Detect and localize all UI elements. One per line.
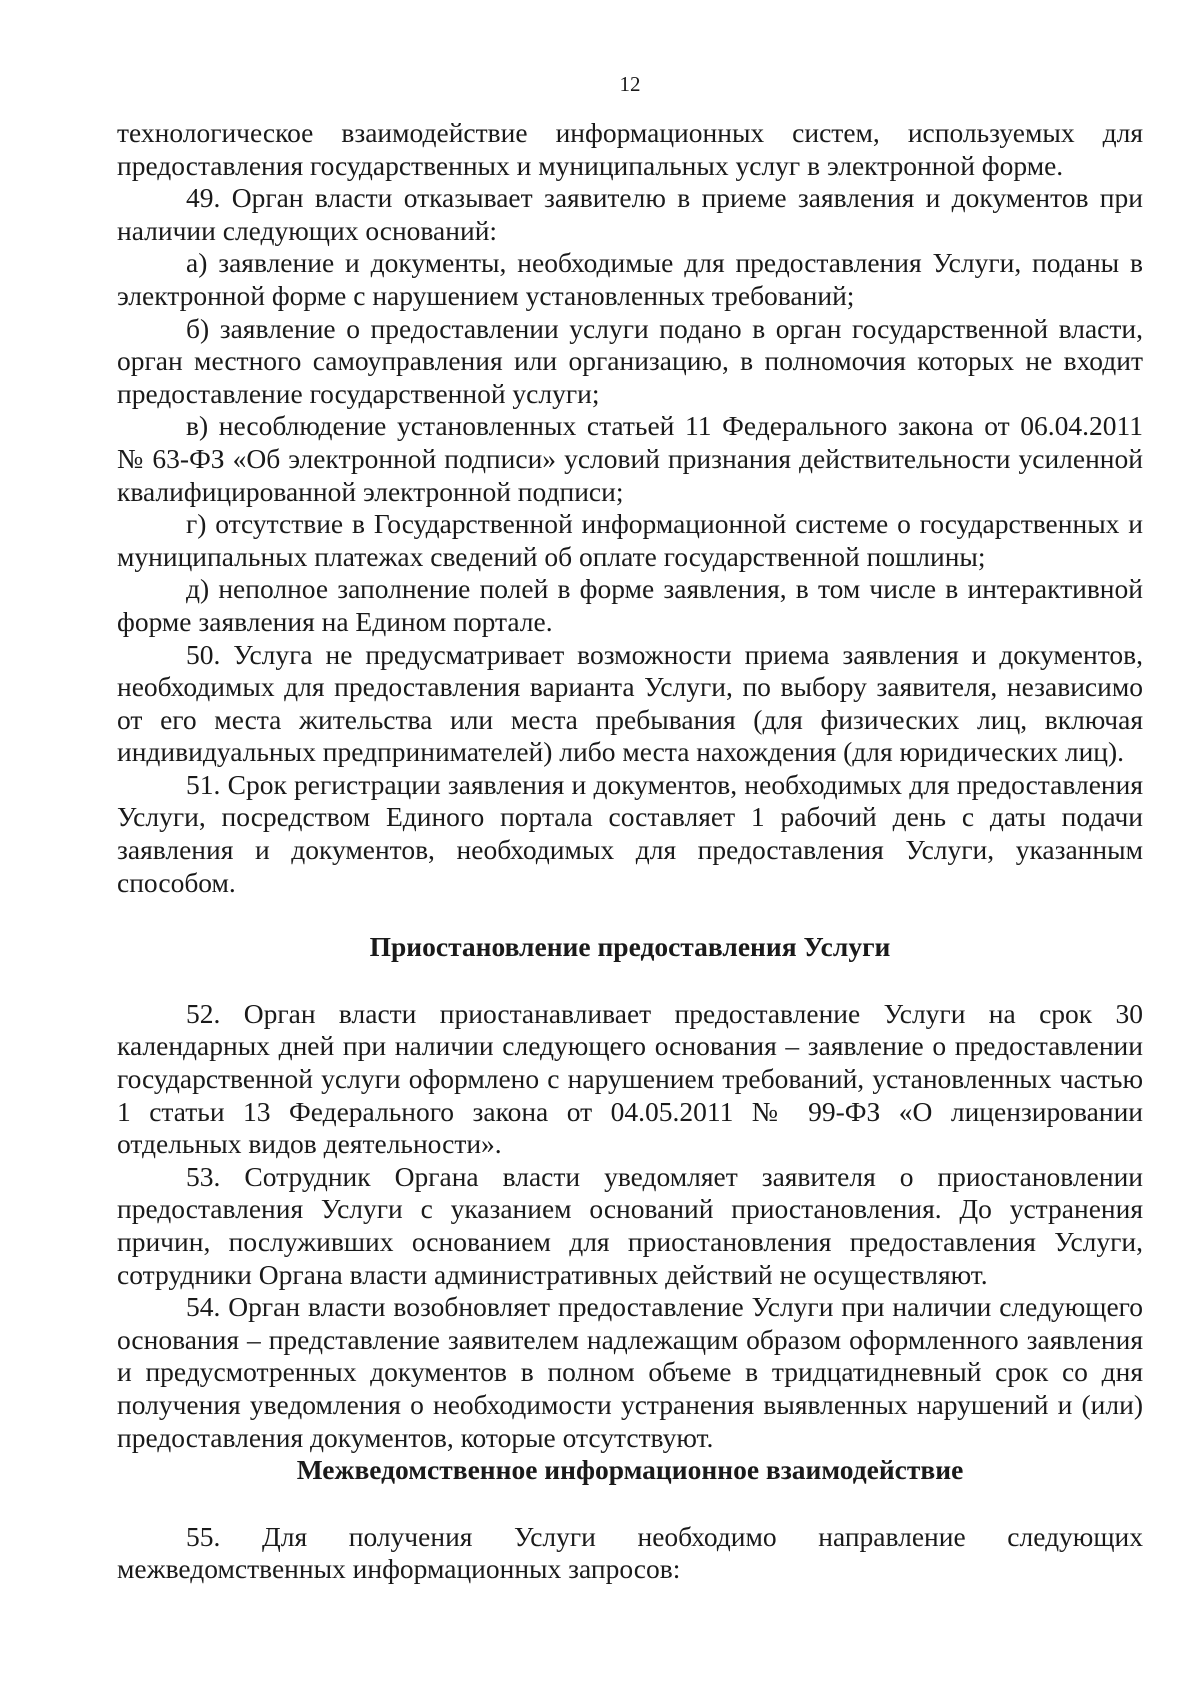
- paragraph-49: 49. Орган власти отказывает заявителю в приеме заявления и документов при наличии следующих оснований:: [117, 182, 1143, 246]
- paragraph-continuation: технологическое взаимодействие информационных систем, используемых для предоставления государственных и муниципальных услуг в электронной форме.: [117, 117, 1143, 181]
- paragraph-49-d: д) неполное заполнение полей в форме заявления, в том числе в интерактивной форме заявления на Едином портале.: [117, 573, 1143, 637]
- section-heading-suspension: Приостановление предоставления Услуги: [369, 931, 891, 963]
- paragraph-49-g: г) отсутствие в Государственной информационной системе о государственных и муниципальных платежах сведений об оплате государственной пошлины;: [117, 508, 1143, 572]
- paragraph-49-a: а) заявление и документы, необходимые для предоставления Услуги, поданы в электронной форме с нарушением установленных требований;: [117, 247, 1143, 311]
- paragraph-49-b: б) заявление о предоставлении услуги подано в орган государственной власти, орган местного самоуправления или организацию, в полномочия которых не входит предоставление государственной услуги;: [117, 312, 1143, 409]
- section-heading-interagency: Межведомственное информационное взаимодействие: [296, 1454, 964, 1486]
- paragraph-52: 52. Орган власти приостанавливает предоставление Услуги на срок 30 календарных дней при наличии следующего основания – заявление о предоставлении государственной услуги оформлено с нарушением требований, установленных частью 1 статьи 13 Федерального закона от 04.05.2011 № 99-ФЗ «О лицензировании отдельных видов деятельности».: [117, 997, 1143, 1160]
- paragraph-54: 54. Орган власти возобновляет предоставление Услуги при наличии следующего основания – представление заявителем надлежащим образом оформленного заявления и предусмотренных документов в полном объеме в тридцатидневный срок со дня получения уведомления о необходимости устранения выявленных нарушений и (или) предоставления документов, которые отсутствуют.: [117, 1291, 1143, 1453]
- spacer: [117, 899, 1143, 931]
- paragraph-51: 51. Срок регистрации заявления и документов, необходимых для предоставления Услуги, посредством Единого портала составляет 1 рабочий день с даты подачи заявления и документов, необходимых для предоставления Услуги, указанным способом.: [117, 768, 1143, 898]
- page-number: 12: [619, 72, 641, 96]
- spacer: [117, 1487, 1143, 1521]
- paragraph-50: 50. Услуга не предусматривает возможности приема заявления и документов, необходимых для предоставления варианта Услуги, по выбору заявителя, независимо от его места жительства или места пребывания (для физических лиц, включая индивидуальных предпринимателей) либо места нахождения (для юридических лиц).: [117, 638, 1143, 768]
- document-body: [117, 117, 1143, 1586]
- paragraph-53: 53. Сотрудник Органа власти уведомляет заявителя о приостановлении предоставления Услуги с указанием оснований приостановления. До устранения причин, послуживших основанием для приостановления предоставления Услуги, сотрудники Органа власти административных действий не осуществляют.: [117, 1160, 1143, 1290]
- paragraph-49-v: в) несоблюдение установленных статьей 11 Федерального закона от 06.04.2011 № 63-ФЗ «Об электронной подписи» условий признания действительности усиленной квалифицированной электронной подписи;: [117, 410, 1143, 507]
- paragraph-55: 55. Для получения Услуги необходимо направление следующих межведомственных информационных запросов:: [117, 1520, 1143, 1585]
- spacer: [117, 964, 1143, 998]
